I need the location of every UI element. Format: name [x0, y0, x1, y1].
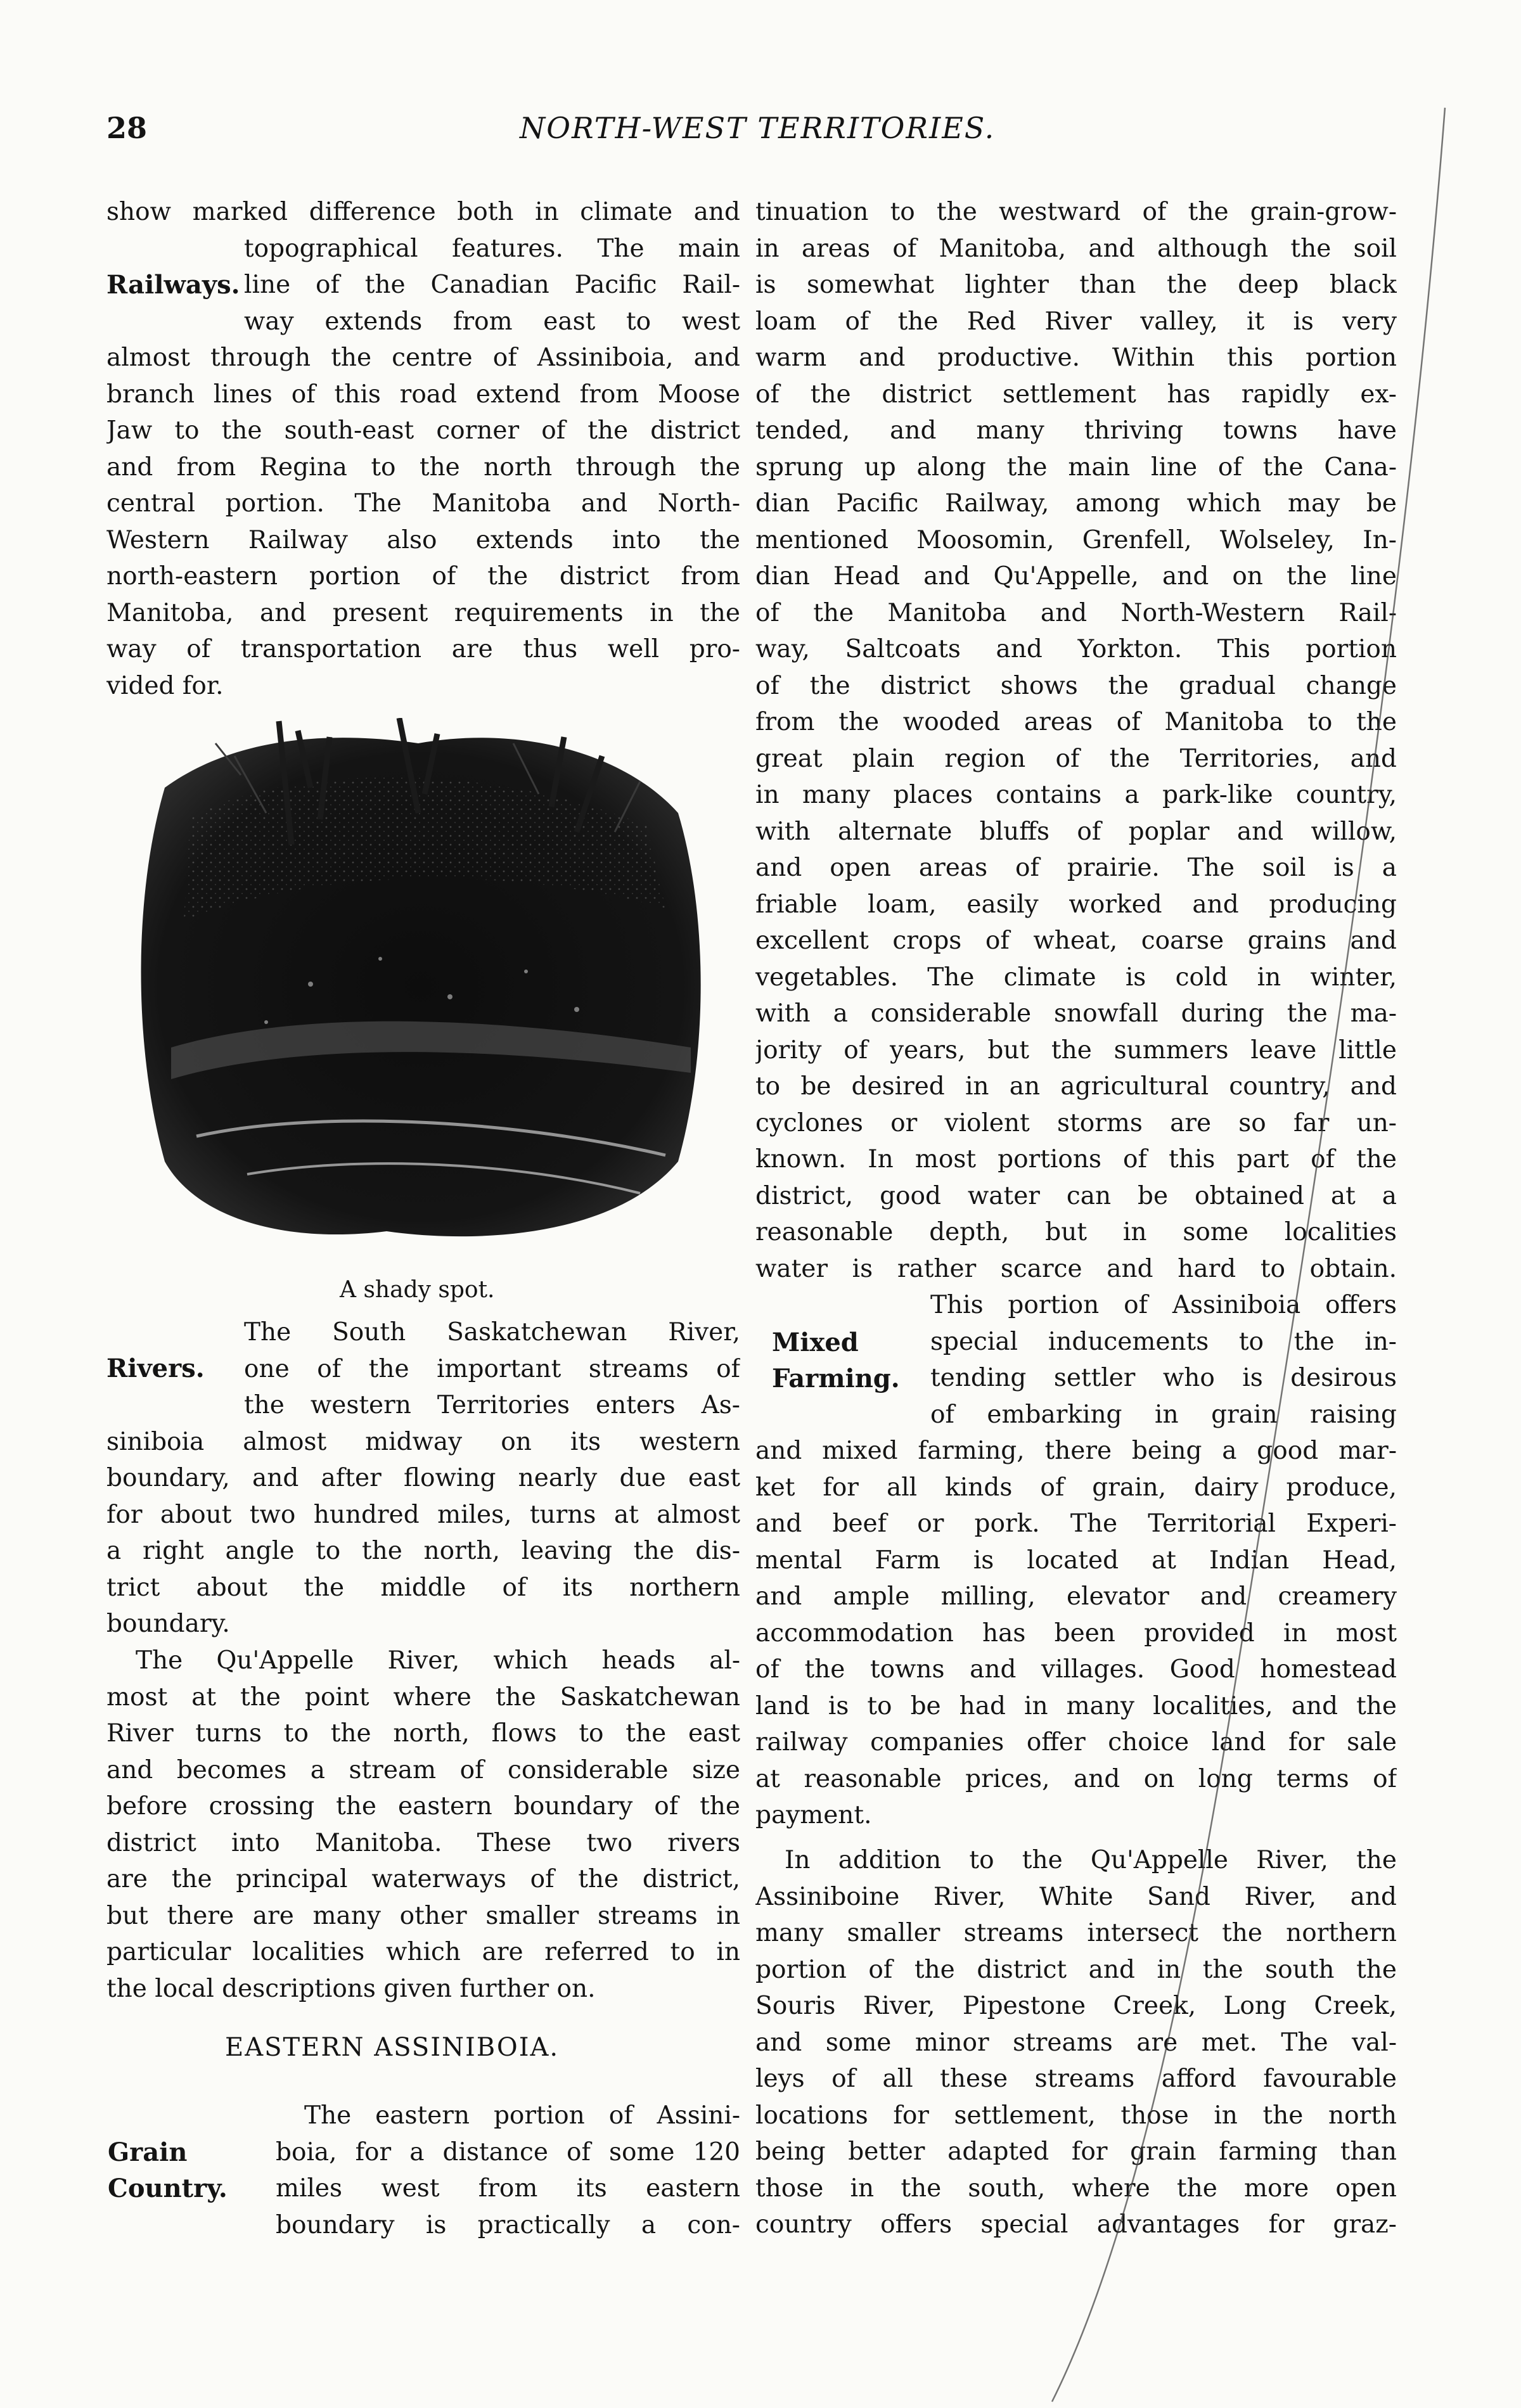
text-line: north-eastern portion of the district from: [106, 562, 740, 591]
sidenote-mixed-farming: [772, 1324, 900, 1397]
text-line: and beef or pork. The Territorial Experi-: [755, 1509, 1397, 1538]
left-paragraph-2-body: [106, 1424, 740, 1643]
text-line: in many places contains a park-like country,: [755, 781, 1397, 809]
text-line: Souris River, Pipestone Creek, Long Creek,: [755, 1992, 1397, 2020]
text-line: show marked difference both in climate and: [106, 198, 740, 226]
text-line: the local descriptions given further on.: [106, 1974, 596, 2003]
text-line: most at the point where the Saskatchewan: [106, 1682, 740, 1712]
text-line: portion of the district and in the south the: [755, 1955, 1397, 1984]
text-line: the western Territories enters As-: [244, 1391, 740, 1419]
text-line: for about two hundred miles, turns at almost: [106, 1500, 740, 1529]
sidenote-rivers: Rivers.: [106, 1354, 205, 1383]
right-paragraph-2-body: [755, 1433, 1397, 1834]
text-line: mental Farm is located at Indian Head,: [755, 1546, 1397, 1575]
text-line: Assiniboine River, White Sand River, and: [755, 1882, 1397, 1911]
shady-spot-photograph: [120, 718, 710, 1246]
text-line: land is to be had in many localities, and the: [755, 1691, 1397, 1720]
text-line: water is rather scarce and hard to obtain.: [755, 1254, 1397, 1283]
text-line: vided for.: [106, 671, 224, 700]
text-line: almost through the centre of Assiniboia, and: [106, 343, 740, 372]
text-line: is somewhat lighter than the deep black: [755, 271, 1397, 299]
text-line: district, good water can be obtained at a: [755, 1181, 1397, 1210]
text-line: sprung up along the main line of the Cana-: [755, 452, 1397, 482]
text-line: but there are many other smaller streams in: [106, 1901, 740, 1930]
left-paragraph-1-top: [106, 194, 740, 231]
text-line: locations for settlement, those in the north: [755, 2101, 1397, 2130]
text-line: one of the important streams of: [244, 1354, 740, 1383]
text-line: boundary.: [106, 1610, 230, 1638]
text-line: branch lines of this road extend from Moose: [106, 380, 740, 409]
text-line: topographical features. The main: [244, 234, 740, 263]
text-line: warm and productive. Within this portion: [755, 343, 1397, 372]
text-line: friable loam, easily worked and producing: [755, 890, 1397, 919]
text-line: dian Head and Qu'Appelle, and on the line: [755, 562, 1397, 591]
text-line: and some minor streams are met. The val-: [755, 2028, 1397, 2057]
text-line: with alternate bluffs of poplar and willow,: [755, 817, 1397, 846]
text-line: leys of all these streams afford favourable: [755, 2065, 1397, 2093]
text-line: jority of years, but the summers leave little: [755, 1035, 1397, 1065]
text-line: trict about the middle of its northern: [106, 1573, 740, 1602]
text-line: of the district shows the gradual change: [755, 671, 1397, 700]
text-line: and open areas of prairie. The soil is a: [755, 854, 1397, 882]
text-line: being better adapted for grain farming than: [755, 2137, 1397, 2166]
text-line: siniboia almost midway on its western: [106, 1427, 740, 1456]
text-line: to be desired in an agricultural country, and: [755, 1072, 1397, 1101]
text-line: with a considerable snowfall during the ma-: [755, 999, 1397, 1028]
text-line: accommodation has been provided in most: [755, 1618, 1397, 1648]
right-paragraph-2-indented: [930, 1287, 1397, 1433]
text-line: way extends from east to west: [244, 307, 740, 336]
sidenote-line: Country.: [108, 2174, 228, 2203]
text-line: The eastern portion of Assini-: [304, 2101, 740, 2130]
left-paragraph-4: [276, 2097, 740, 2243]
text-line: at reasonable prices, and on long terms of: [755, 1764, 1397, 1793]
text-line: way of transportation are thus well pro-: [106, 635, 740, 663]
text-line: tended, and many thriving towns have: [755, 416, 1397, 445]
text-line: and mixed farming, there being a good mar-: [755, 1437, 1397, 1465]
text-line: of embarking in grain raising: [930, 1400, 1397, 1429]
text-line: mentioned Moosomin, Grenfell, Wolseley, In-: [755, 525, 1397, 554]
text-line: special inducements to the in-: [930, 1327, 1397, 1356]
text-line: tending settler who is desirous: [930, 1364, 1397, 1392]
text-line: a right angle to the north, leaving the dis-: [106, 1537, 740, 1565]
left-paragraph-3: [106, 1643, 740, 2007]
text-line: miles west from its eastern: [276, 2174, 740, 2203]
left-paragraph-2-indented: [244, 1314, 740, 1424]
text-line: are the principal waterways of the district,: [106, 1865, 740, 1893]
text-line: cyclones or violent storms are so far un-: [755, 1108, 1397, 1137]
text-line: boundary, and after flowing nearly due east: [106, 1464, 740, 1492]
text-line: from the wooded areas of Manitoba to the: [755, 708, 1397, 736]
sidenote-railways: Railways.: [106, 270, 240, 300]
text-line: vegetables. The climate is cold in winter,: [755, 963, 1397, 992]
text-line: The Qu'Appelle River, which heads al-: [136, 1646, 740, 1675]
text-line: loam of the Red River valley, it is very: [755, 307, 1397, 336]
text-line: reasonable depth, but in some localities: [755, 1218, 1397, 1246]
figure-caption: A shady spot.: [340, 1277, 495, 1303]
text-line: central portion. The Manitoba and North-: [106, 489, 740, 518]
left-paragraph-1-body: [106, 340, 740, 704]
text-line: line of the Canadian Pacific Rail-: [244, 271, 740, 299]
text-line: way, Saltcoats and Yorkton. This portion: [755, 635, 1397, 663]
text-line: before crossing the eastern boundary of the: [106, 1792, 740, 1821]
text-line: and from Regina to the north through the: [106, 452, 740, 482]
text-line: country offers special advantages for graz-: [755, 2210, 1397, 2239]
text-line: payment.: [755, 1801, 872, 1829]
right-paragraph-1: [755, 194, 1397, 1287]
right-paragraph-3: [755, 1842, 1397, 2243]
text-line: many smaller streams intersect the northern: [755, 1919, 1397, 1947]
text-line: This portion of Assiniboia offers: [930, 1291, 1397, 1319]
text-line: and becomes a stream of considerable size: [106, 1755, 740, 1784]
section-heading: EASTERN ASSINIBOIA.: [225, 2033, 560, 2062]
page-number: 28: [106, 111, 148, 145]
sidenote-line: Mixed: [772, 1328, 859, 1357]
text-line: and ample milling, elevator and creamery: [755, 1582, 1397, 1611]
text-line: The South Saskatchewan River,: [244, 1318, 740, 1347]
sidenote-line: Grain: [108, 2137, 188, 2167]
sidenote-grain-country: [108, 2134, 228, 2206]
left-paragraph-1-indented: [244, 231, 740, 340]
text-line: in areas of Manitoba, and although the soil: [755, 234, 1397, 263]
text-line: of the towns and villages. Good homestead: [755, 1655, 1397, 1684]
text-line: Jaw to the south-east corner of the district: [106, 416, 740, 445]
text-line: excellent crops of wheat, coarse grains and: [755, 926, 1397, 955]
running-title: NORTH-WEST TERRITORIES.: [520, 111, 996, 145]
sidenote-line: Farming.: [772, 1364, 900, 1393]
text-line: dian Pacific Railway, among which may be: [755, 489, 1397, 518]
text-line: tinuation to the westward of the grain-grow-: [755, 198, 1397, 226]
text-line: railway companies offer choice land for sale: [755, 1728, 1397, 1757]
text-line: particular localities which are referred to in: [106, 1938, 740, 1966]
text-line: great plain region of the Territories, and: [755, 744, 1397, 773]
text-line: known. In most portions of this part of the: [755, 1145, 1397, 1174]
text-line: those in the south, where the more open: [755, 2174, 1397, 2203]
text-line: Manitoba, and present requirements in the: [106, 598, 740, 627]
text-line: of the district settlement has rapidly ex-: [755, 380, 1397, 409]
text-line: In addition to the Qu'Appelle River, the: [785, 1846, 1397, 1874]
text-line: River turns to the north, flows to the east: [106, 1719, 740, 1748]
text-line: boia, for a distance of some 120: [276, 2137, 740, 2167]
text-line: of the Manitoba and North-Western Rail-: [755, 598, 1397, 627]
text-line: boundary is practically a con-: [276, 2210, 740, 2239]
text-line: Western Railway also extends into the: [106, 525, 740, 554]
text-line: district into Manitoba. These two rivers: [106, 1828, 740, 1857]
text-line: ket for all kinds of grain, dairy produce,: [755, 1473, 1397, 1502]
